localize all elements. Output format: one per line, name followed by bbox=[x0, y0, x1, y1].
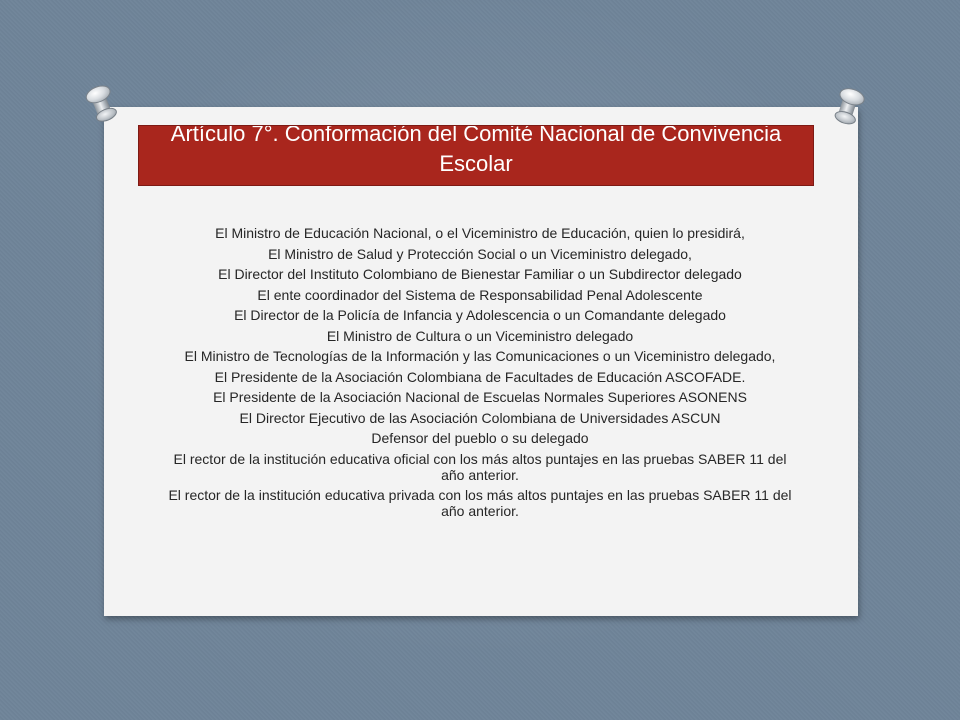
pushpin-icon bbox=[831, 85, 865, 127]
list-item: El Ministro de Salud y Protección Social o un Viceministro delegado, bbox=[268, 245, 692, 262]
list-item: El Ministro de Cultura o un Viceministro delegado bbox=[326, 327, 634, 344]
list-item: El Presidente de la Asociación Nacional de Escuelas Normales Superiores ASONENS bbox=[213, 389, 747, 405]
list-item: El Director Ejecutivo de las Asociación Colombiana de Universidades ASCUN bbox=[239, 409, 721, 426]
list-item: El Presidente de la Asociación Colombiana de Facultades de Educación ASCOFADE. bbox=[214, 368, 746, 385]
list-item: El rector de la institución educativa oficial con los más altos puntajes en las pruebas SABER 11 del año anterior. bbox=[173, 450, 787, 483]
list-item: El Ministro de Tecnologías de la Información y las Comunicaciones o un Viceministro delegado, bbox=[184, 348, 776, 364]
list-item: El Ministro de Educación Nacional, o el Viceministro de Educación, quien lo presidirá, bbox=[215, 225, 745, 241]
list-item: El ente coordinador del Sistema de Responsabilidad Penal Adolescente bbox=[257, 286, 703, 303]
list-item: El Director del Instituto Colombiano de Bienestar Familiar o un Subdirector delegado bbox=[218, 266, 742, 282]
slide-title: Artículo 7°. Conformación del Comité Nacional de Convivencia Escolar bbox=[170, 125, 782, 176]
slide-title-bar bbox=[138, 125, 814, 186]
committee-member-list bbox=[138, 225, 822, 524]
list-item: El Director de la Policía de Infancia y Adolescencia o un Comandante delegado bbox=[234, 307, 726, 323]
list-item: Defensor del pueblo o su delegado bbox=[371, 430, 589, 446]
list-item: El rector de la institución educativa privada con los más altos puntajes en las pruebas SABER 11 del año anterior. bbox=[168, 487, 792, 519]
